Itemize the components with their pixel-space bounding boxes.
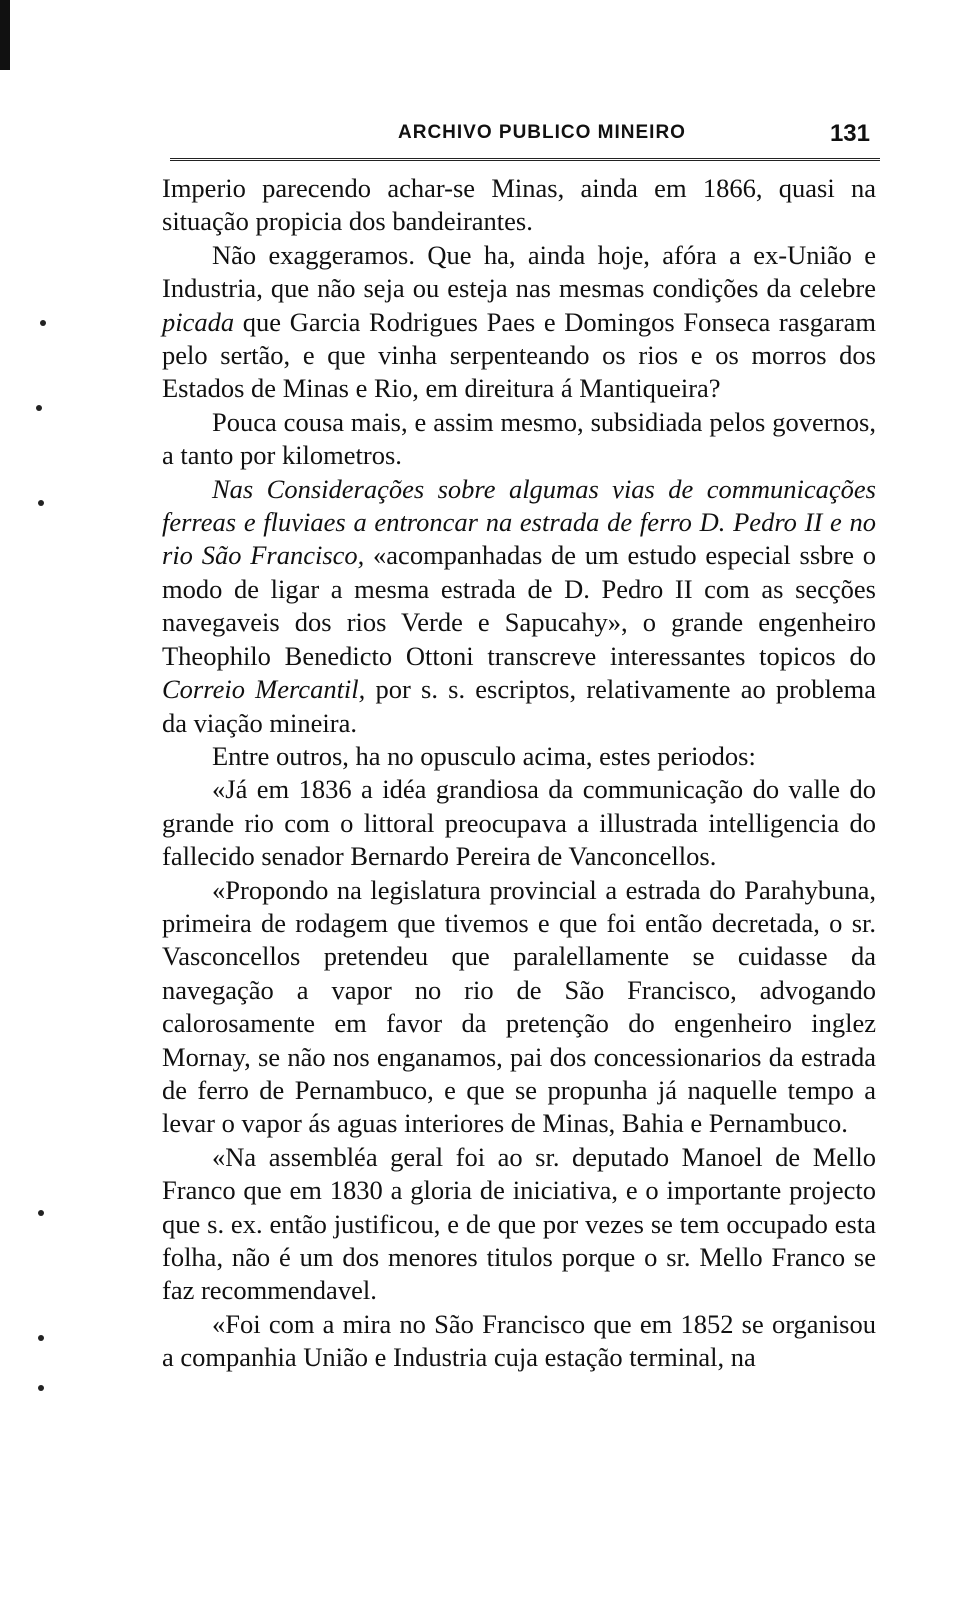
scan-speck — [38, 1385, 44, 1391]
scan-speck — [38, 1335, 44, 1341]
paragraph — [162, 406, 876, 473]
italic-text: Nas Considerações sobre algumas vias de communicações ferreas e fluviaes a entroncar na estrada de ferro D. Pedro II e no rio São Francisco, — [162, 473, 876, 571]
scan-edge-mark — [0, 0, 10, 70]
italic-text: picada — [162, 306, 235, 337]
paragraph — [162, 874, 876, 1141]
body-text — [162, 172, 876, 1375]
text-run: «Foi com a mira no São Francisco que em 1852 se organisou a companhia União e Industria cuja estação terminal, na — [162, 1308, 876, 1373]
page-number: 131 — [829, 120, 870, 147]
paragraph — [162, 172, 876, 239]
header-rule — [170, 158, 880, 161]
text-run: «Na assembléa geral foi ao sr. deputado Manoel de Mello Franco que em 1830 a gloria de iniciativa, e o importante projecto que s. ex. então justificou, e de que por vezes se tem occupado esta folha, não é um dos menores titulos porque o sr. Mello Franco se faz recommendavel. — [162, 1141, 876, 1306]
scan-speck — [36, 405, 42, 411]
running-head-title: ARCHIVO PUBLICO MINEIRO — [398, 122, 686, 143]
text-run: «acompanhadas de um estudo especial ssbre o modo de ligar a mesma estrada de D. Pedro II com as secções navegaveis dos rios Verde e Sapucahy», o grande engenheiro Theophilo Benedicto Ottoni transcreve interessantes topicos do — [162, 540, 876, 671]
text-run: «Já em 1836 a idéa grandiosa da communicação do valle do grande rio com o littoral preocupava a illustrada intelligencia do fallecido senador Bernardo Pereira de Vanconcellos. — [162, 774, 876, 872]
paragraph — [162, 1141, 876, 1308]
text-run: Pouca cousa mais, e assim mesmo, subsidiada pelos governos, a tanto por kilometros. — [162, 406, 876, 471]
text-run: que Garcia Rodrigues Paes e Domingos Fonseca rasgaram pelo sertão, e que vinha serpenteando os rios e os morros dos Estados de Minas e Rio, em direitura á Mantiqueira? — [162, 306, 876, 404]
paragraph — [162, 740, 876, 773]
text-run: Entre outros, ha no opusculo acima, estes periodos: — [212, 740, 756, 771]
text-run: por s. s. escriptos, relativamente ao problema da viação mineira. — [162, 674, 876, 738]
paragraph — [162, 1308, 876, 1375]
scan-speck — [40, 320, 46, 326]
paragraph — [162, 473, 876, 740]
paragraph — [162, 773, 876, 873]
text-run: Imperio parecendo achar-se Minas, ainda em 1866, quasi na situação propicia dos bandeirantes. — [162, 173, 876, 237]
scan-speck — [38, 1210, 44, 1216]
running-header — [170, 118, 880, 164]
text-run: Não exaggeramos. Que ha, ainda hoje, afóra a ex-União e Industria, que não seja ou esteja nas mesmas condições da celebre — [162, 239, 876, 304]
italic-text: Correio Mercantil, — [162, 674, 366, 705]
text-run: «Propondo na legislatura provincial a estrada do Parahybuna, primeira de rodagem que tivemos e que foi então decretada, o sr. Vasconcellos pretendeu que paralellamente se cuidasse da navegação a vapor no rio de São Francisco, advogando calorosamente em favor da pretenção do engenheiro inglez Mornay, se não nos enganamos, pai dos concessionarios da estrada de ferro de Pernambuco, e que se propunha já naquelle tempo a levar o vapor ás aguas interiores de Minas, Bahia e Pernambuco. — [162, 874, 876, 1139]
paragraph — [162, 239, 876, 406]
scan-speck — [38, 500, 44, 506]
